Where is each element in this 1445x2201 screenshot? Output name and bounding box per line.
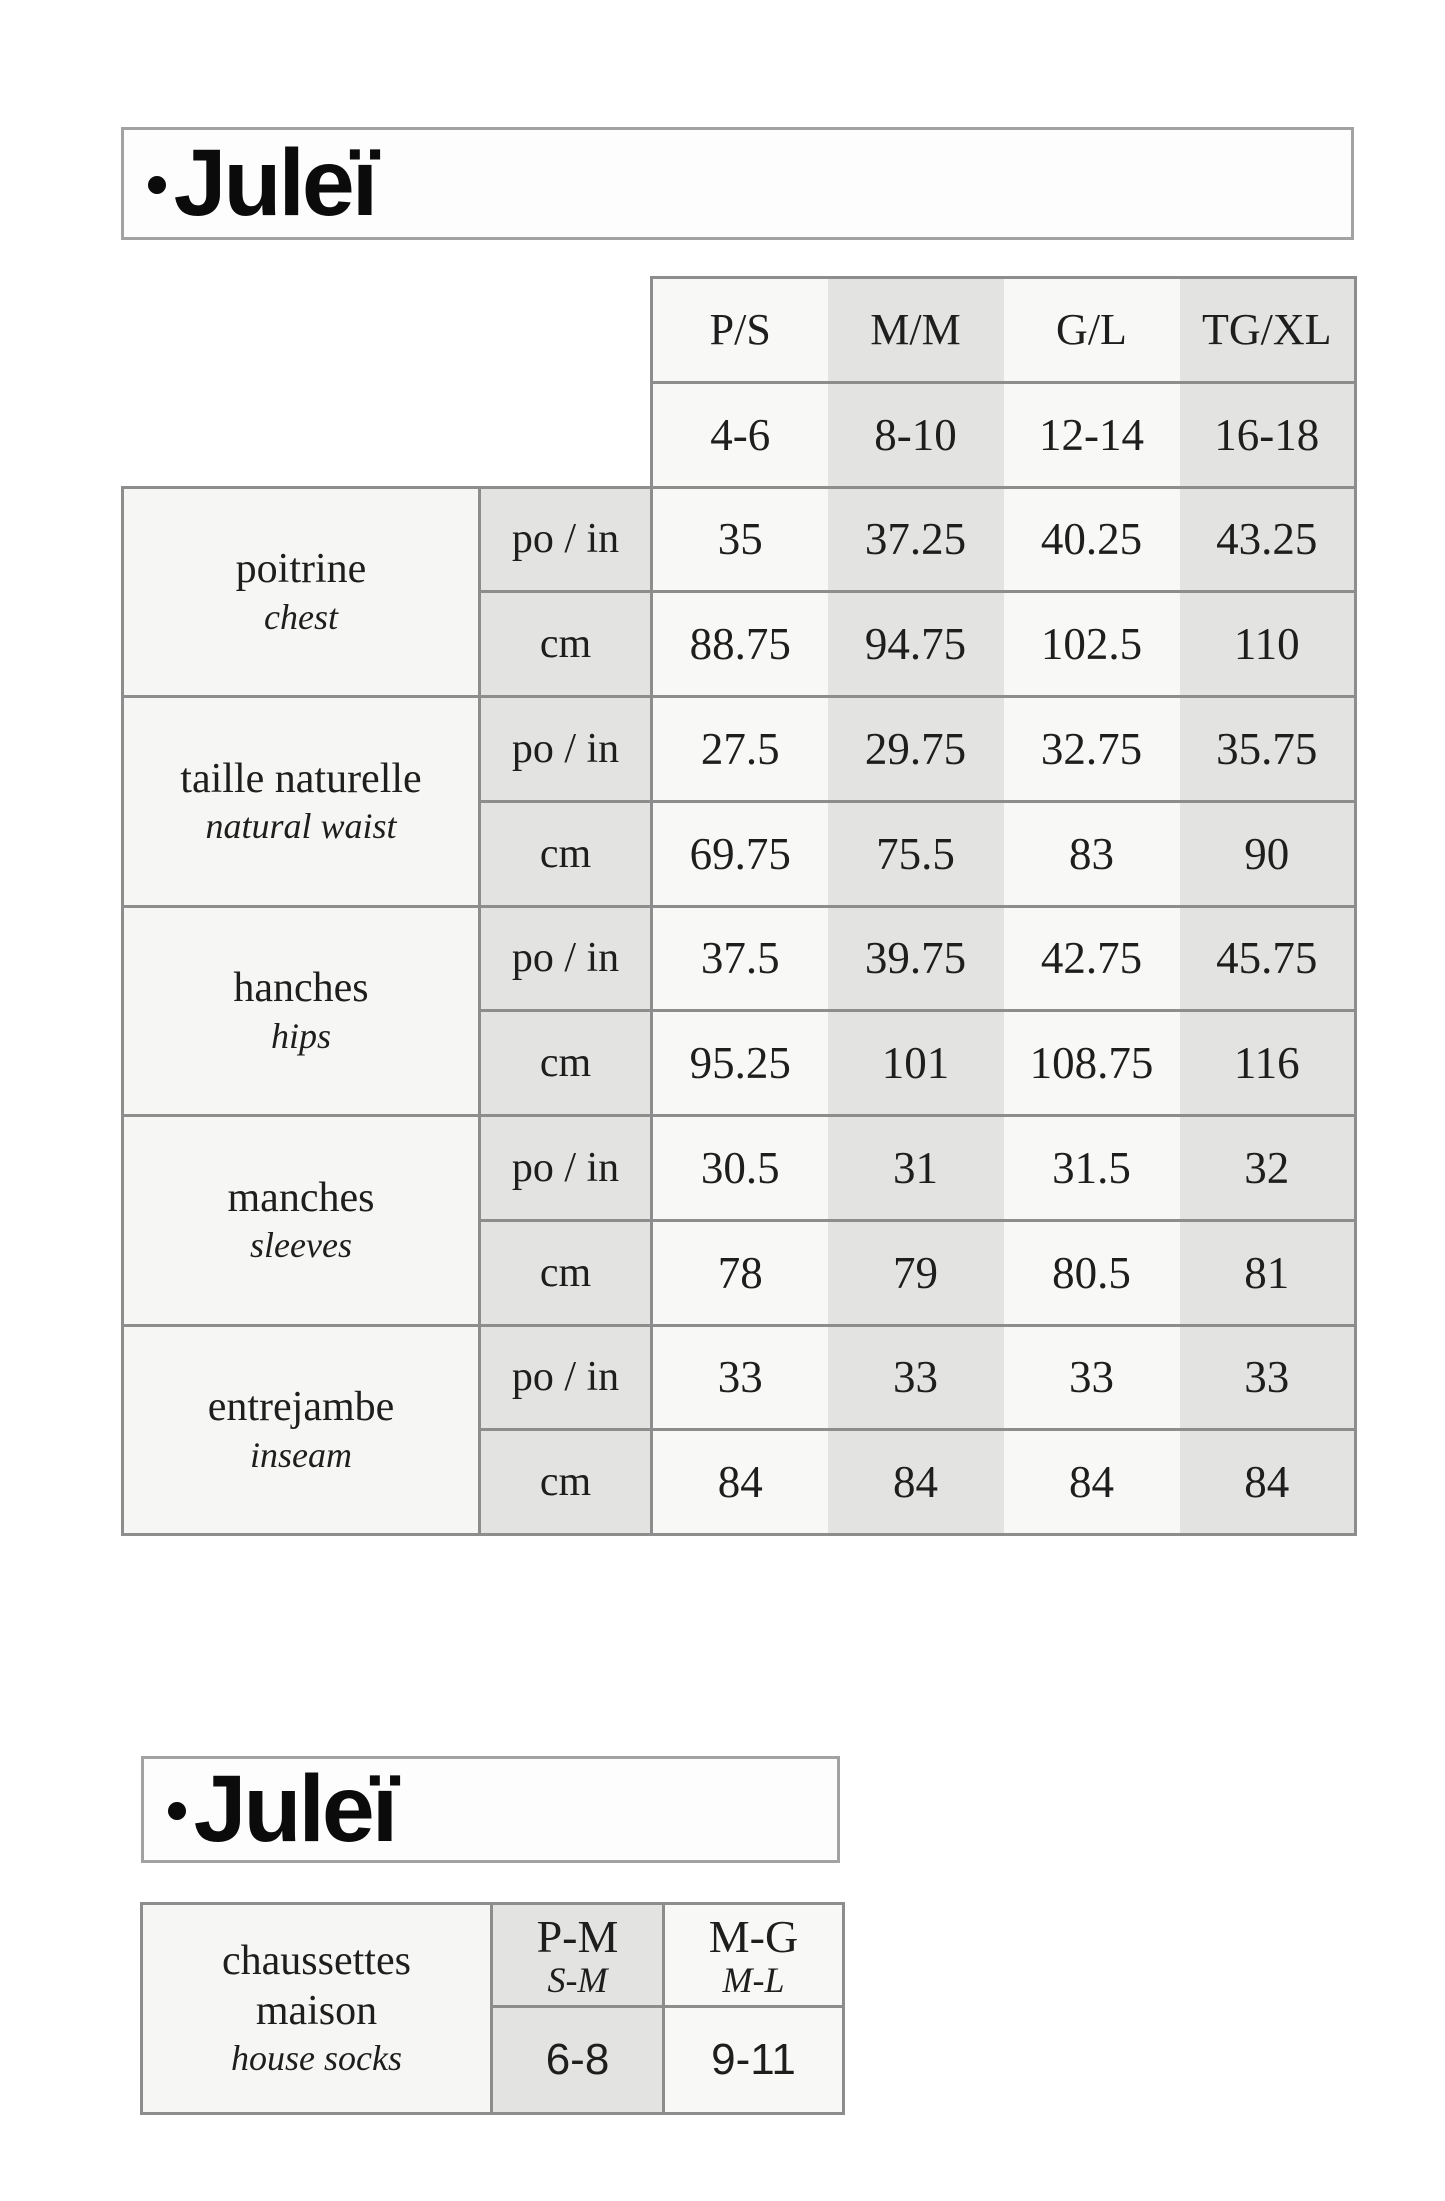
measurement-label-en: chest: [264, 596, 338, 637]
measurement-value: 37.5: [652, 906, 828, 1011]
socks-size-header: [492, 1904, 664, 2007]
measurement-value: 30.5: [652, 1116, 828, 1221]
measurement-value: 35: [652, 487, 828, 592]
brand-logo-box-secondary: [141, 1756, 840, 1863]
measurement-label: [123, 487, 480, 697]
measurement-label: [123, 906, 480, 1116]
size-chart-table: [121, 276, 1357, 1536]
size-range-row: [123, 382, 1356, 487]
measurement-row-inches: [123, 906, 1356, 1011]
logo-dot-icon: [148, 176, 166, 194]
unit-cell: po / in: [480, 487, 652, 592]
socks-chart-table: [140, 1902, 845, 2115]
measurement-value: 42.75: [1004, 906, 1180, 1011]
measurement-value: 32.75: [1004, 697, 1180, 802]
measurement-value: 79: [828, 1220, 1004, 1325]
measurement-value: 84: [652, 1430, 828, 1535]
unit-cell: cm: [480, 1011, 652, 1116]
measurement-value: 80.5: [1004, 1220, 1180, 1325]
socks-size-range: 9-11: [664, 2007, 844, 2114]
measurement-value: 102.5: [1004, 592, 1180, 697]
measurement-label: [123, 1116, 480, 1326]
measurement-label: [123, 1325, 480, 1535]
socks-size-range: 6-8: [492, 2007, 664, 2114]
measurement-value: 37.25: [828, 487, 1004, 592]
size-range: 12-14: [1004, 382, 1180, 487]
measurement-value: 75.5: [828, 801, 1004, 906]
measurement-row-inches: [123, 487, 1356, 592]
socks-label-fr: maison: [255, 1987, 378, 2034]
unit-cell: cm: [480, 1220, 652, 1325]
measurement-value: 84: [828, 1430, 1004, 1535]
unit-cell: po / in: [480, 1116, 652, 1221]
measurement-value: 83: [1004, 801, 1180, 906]
brand-logo: [124, 130, 376, 236]
size-range: 4-6: [652, 382, 828, 487]
socks-size-fr: M-G: [708, 1911, 799, 1963]
socks-size-en: M-L: [722, 1960, 785, 2001]
measurement-value: 95.25: [652, 1011, 828, 1116]
measurement-value: 29.75: [828, 697, 1004, 802]
measurement-value: 35.75: [1180, 697, 1356, 802]
socks-label: [142, 1904, 492, 2114]
blank-spacer: [123, 278, 652, 383]
measurement-value: 33: [828, 1325, 1004, 1430]
measurement-value: 94.75: [828, 592, 1004, 697]
socks-size-fr: P-M: [536, 1911, 619, 1963]
measurement-row-inches: [123, 697, 1356, 802]
measurement-label-en: natural waist: [205, 806, 397, 847]
measurement-value: 101: [828, 1011, 1004, 1116]
size-range: 8-10: [828, 382, 1004, 487]
unit-cell: cm: [480, 801, 652, 906]
measurement-label-en: sleeves: [250, 1225, 352, 1266]
measurement-value: 116: [1180, 1011, 1356, 1116]
measurement-value: 39.75: [828, 906, 1004, 1011]
socks-label-en: house socks: [231, 2038, 402, 2079]
measurement-row-inches: [123, 1325, 1356, 1430]
measurement-value: 45.75: [1180, 906, 1356, 1011]
unit-cell: cm: [480, 1430, 652, 1535]
socks-size-en: S-M: [547, 1960, 608, 2001]
brand-logo-text: Juleï: [193, 1756, 396, 1862]
size-range: 16-18: [1180, 382, 1356, 487]
measurement-value: 90: [1180, 801, 1356, 906]
brand-logo-text: Juleï: [173, 130, 376, 236]
measurement-value: 81: [1180, 1220, 1356, 1325]
unit-cell: cm: [480, 592, 652, 697]
measurement-value: 84: [1004, 1430, 1180, 1535]
size-header: M/M: [828, 278, 1004, 383]
measurement-value: 110: [1180, 592, 1356, 697]
measurement-label: [123, 697, 480, 907]
unit-cell: po / in: [480, 906, 652, 1011]
measurement-label-fr: poitrine: [235, 546, 367, 593]
measurement-label-en: inseam: [250, 1434, 352, 1475]
size-header: TG/XL: [1180, 278, 1356, 383]
brand-logo: [144, 1756, 396, 1862]
measurement-label-fr: taille naturelle: [180, 755, 422, 802]
size-header-row: [123, 278, 1356, 383]
measurement-value: 40.25: [1004, 487, 1180, 592]
measurement-value: 88.75: [652, 592, 828, 697]
measurement-value: 78: [652, 1220, 828, 1325]
size-header: G/L: [1004, 278, 1180, 383]
measurement-row-inches: [123, 1116, 1356, 1221]
measurement-value: 33: [1004, 1325, 1180, 1430]
unit-cell: po / in: [480, 1325, 652, 1430]
measurement-value: 32: [1180, 1116, 1356, 1221]
unit-cell: po / in: [480, 697, 652, 802]
brand-logo-box-primary: [121, 127, 1354, 240]
measurement-value: 31.5: [1004, 1116, 1180, 1221]
socks-header-row: [142, 1904, 844, 2007]
measurement-value: 27.5: [652, 697, 828, 802]
measurement-value: 33: [652, 1325, 828, 1430]
measurement-value: 31: [828, 1116, 1004, 1221]
measurement-value: 33: [1180, 1325, 1356, 1430]
measurement-value: 69.75: [652, 801, 828, 906]
size-header: P/S: [652, 278, 828, 383]
measurement-label-fr: manches: [227, 1174, 375, 1221]
socks-size-header: [664, 1904, 844, 2007]
measurement-value: 43.25: [1180, 487, 1356, 592]
measurement-value: 84: [1180, 1430, 1356, 1535]
socks-label-fr: chaussettes: [222, 1938, 411, 1985]
measurement-value: 108.75: [1004, 1011, 1180, 1116]
measurement-label-fr: hanches: [233, 965, 369, 1012]
measurement-label-fr: entrejambe: [207, 1384, 395, 1431]
blank-spacer: [123, 382, 652, 487]
measurement-label-en: hips: [270, 1015, 331, 1056]
logo-dot-icon: [168, 1802, 186, 1820]
